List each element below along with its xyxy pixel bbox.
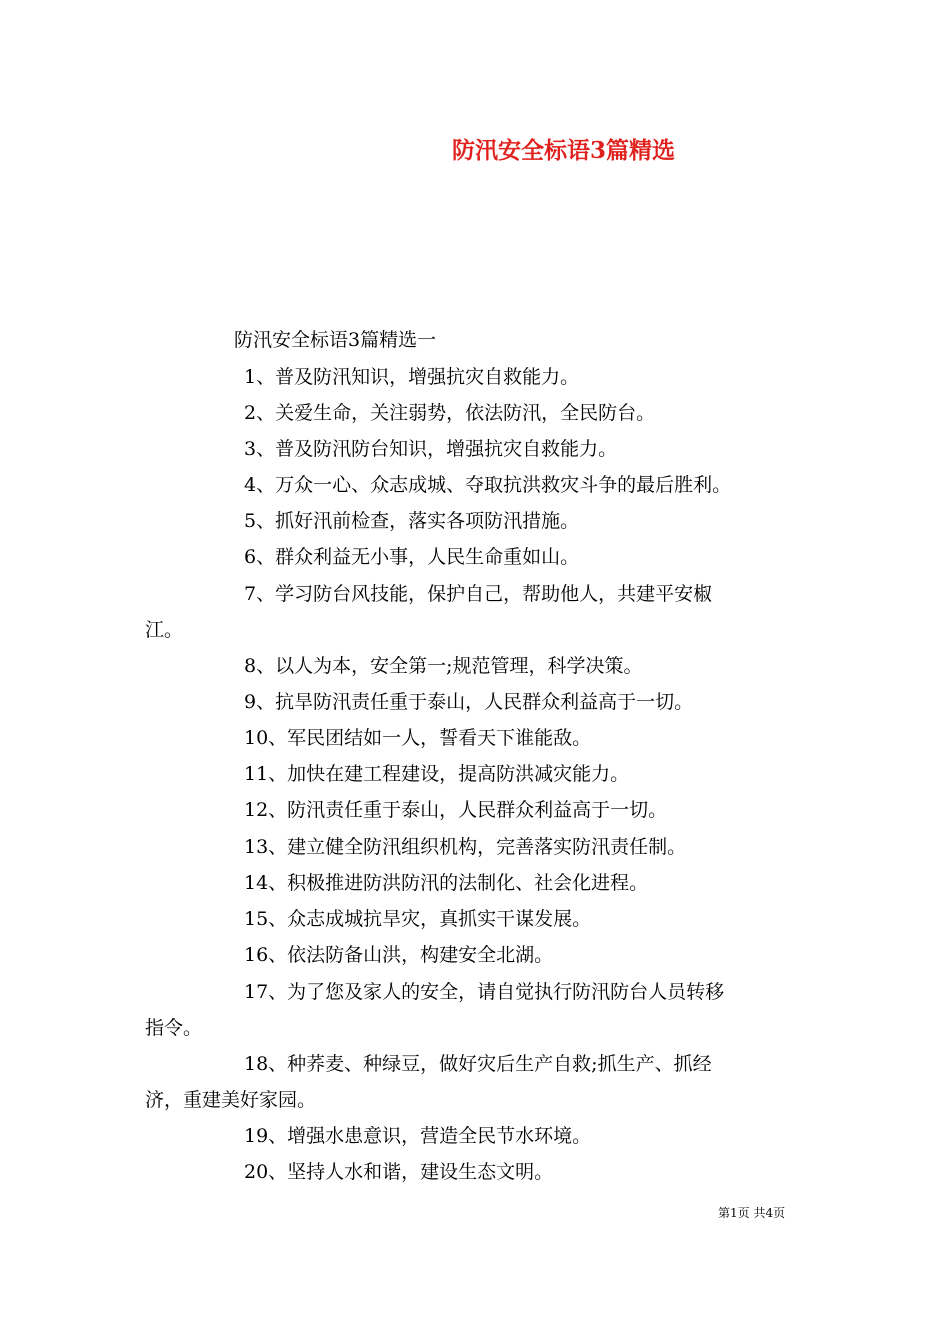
list-item: 19、增强水患意识，营造全民节水环境。 [244,1125,592,1147]
list-item: 7、学习防台风技能，保护自己，帮助他人，共建平安椒 [244,583,713,605]
list-item: 17、为了您及家人的安全，请自觉执行防汛防台人员转移 [244,981,725,1003]
list-item: 9、抗旱防汛责任重于泰山，人民群众利益高于一切。 [244,691,694,713]
list-item: 13、建立健全防汛组织机构，完善落实防汛责任制。 [244,836,687,858]
section-heading: 防汛安全标语3篇精选一 [234,329,437,351]
list-item: 15、众志成城抗旱灾，真抓实干谋发展。 [244,908,592,930]
list-item: 11、加快在建工程建设，提高防洪减灾能力。 [244,763,630,785]
list-item: 4、万众一心、众志成城、夺取抗洪救灾斗争的最后胜利。 [244,474,732,496]
list-item-continuation: 济，重建美好家园。 [145,1089,317,1111]
list-item: 2、关爱生命，关注弱势，依法防汛，全民防台。 [244,402,656,424]
list-item: 10、军民团结如一人，誓看天下谁能敌。 [244,727,592,749]
list-item: 3、普及防汛防台知识，增强抗灾自救能力。 [244,438,618,460]
list-item: 5、抓好汛前检查，落实各项防汛措施。 [244,510,580,532]
page-footer: 第1页 共4页 [718,1206,786,1220]
list-item: 8、以人为本，安全第一;规范管理，科学决策。 [244,655,643,677]
list-item: 18、种荞麦、种绿豆，做好灾后生产自救;抓生产、抓经 [244,1053,712,1075]
list-item: 14、积极推进防洪防汛的法制化、社会化进程。 [244,872,649,894]
list-item: 12、防汛责任重于泰山，人民群众利益高于一切。 [244,799,668,821]
list-item: 20、坚持人水和谐，建设生态文明。 [244,1161,554,1183]
list-item: 16、依法防备山洪，构建安全北湖。 [244,944,554,966]
list-item-continuation: 指令。 [145,1017,203,1039]
list-item-continuation: 江。 [145,619,184,641]
list-item: 1、普及防汛知识，增强抗灾自救能力。 [244,366,580,388]
list-item: 6、群众利益无小事，人民生命重如山。 [244,546,580,568]
document-title: 防汛安全标语3篇精选 [452,137,676,164]
